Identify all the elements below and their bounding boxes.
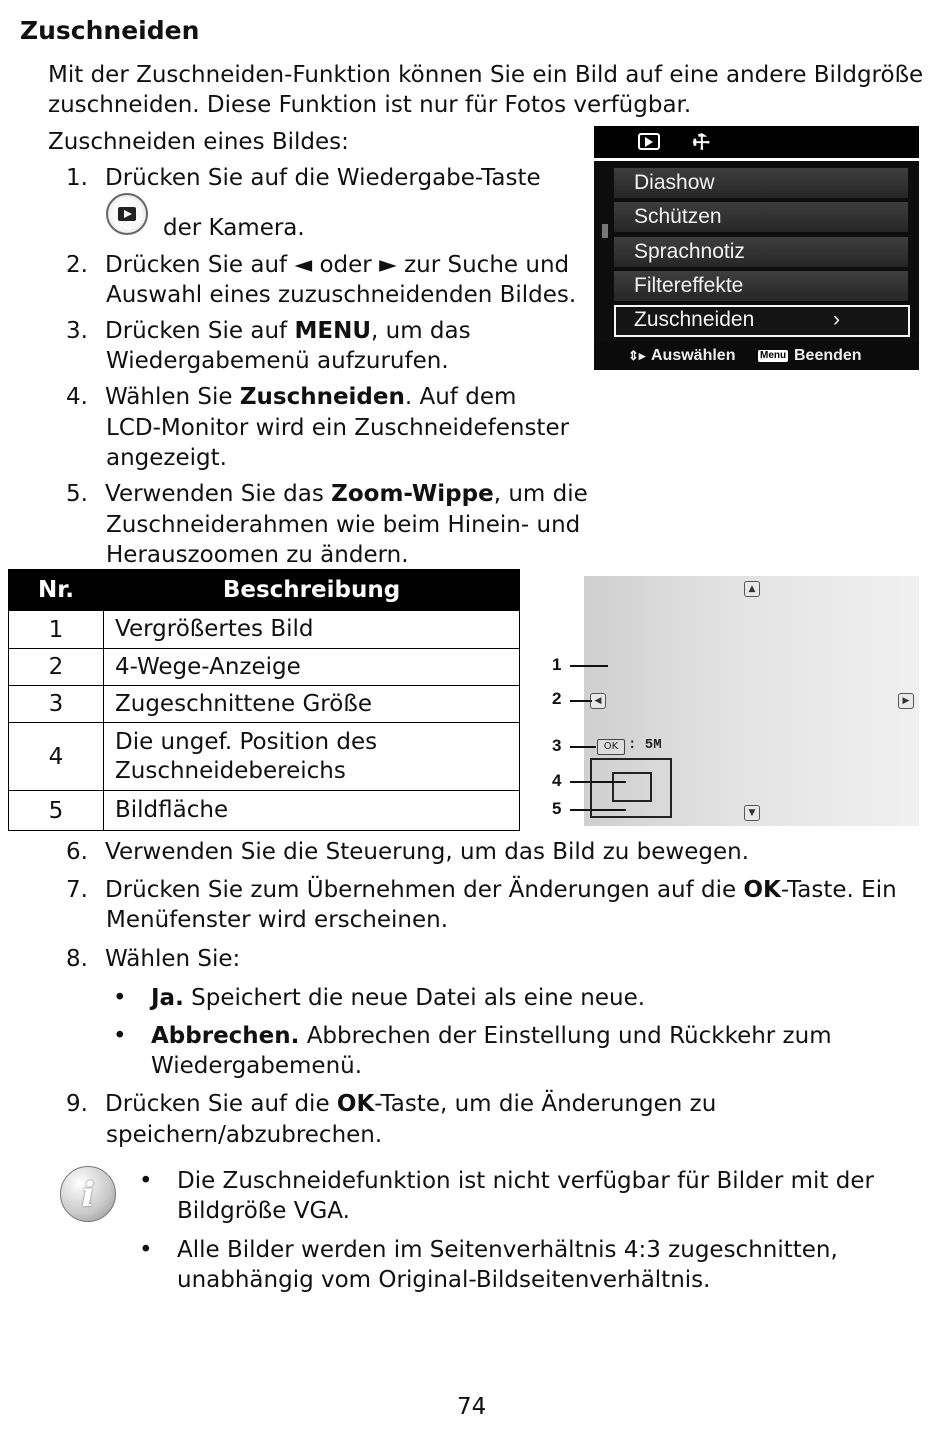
step-text-cont: angezeigt. xyxy=(106,445,227,471)
menu-item-schuetzen: Schützen xyxy=(614,202,908,232)
step-number: 7. xyxy=(66,877,88,903)
table-header-row xyxy=(9,570,520,611)
callout-number: 1 xyxy=(552,655,562,674)
camera-playback-menu xyxy=(594,126,919,370)
table-cell-nr: 3 xyxy=(9,686,104,723)
callout-number: 4 xyxy=(552,771,562,790)
option-text: Ja. Speichert die neue Datei als eine neue. xyxy=(151,985,646,1011)
table-row xyxy=(9,723,520,791)
menu-item-filtereffekte: Filtereffekte xyxy=(614,271,908,301)
step-text-cont: Auswahl eines zuzuschneidenden Bildes. xyxy=(106,282,577,308)
step-text-cont: speichern/abzubrechen. xyxy=(106,1122,383,1148)
note-bullet: • xyxy=(139,1237,153,1263)
step-text: Drücken Sie auf MENU, um das xyxy=(105,318,471,344)
wrench-tab-icon: ⚒ xyxy=(686,127,716,157)
note-bullet: • xyxy=(139,1168,153,1194)
step-number: 6. xyxy=(66,839,88,865)
callout-line xyxy=(570,781,626,783)
option-text: Abbrechen. Abbrechen der Einstellung und Rückkehr zum xyxy=(151,1023,832,1049)
step-text: Drücken Sie auf die OK-Taste, um die Änderungen zu xyxy=(105,1091,717,1117)
table-cell-desc: Vergrößertes Bild xyxy=(104,611,520,649)
menu-item-diashow: Diashow xyxy=(614,168,908,198)
crop-frame xyxy=(612,772,652,802)
table-header: Nr. xyxy=(9,570,104,611)
intro-line-2: zuschneiden. Diese Funktion ist nur für Fotos verfügbar. xyxy=(48,92,692,118)
option-text-cont: Wiedergabemenü. xyxy=(151,1053,363,1079)
menu-key-icon: Menu xyxy=(760,350,787,361)
step-number: 1. xyxy=(66,165,88,191)
size-indicator: : 5M xyxy=(628,737,662,753)
page-title: Zuschneiden xyxy=(20,16,200,45)
callout-line xyxy=(570,700,592,702)
left-arrow-icon: ◄ xyxy=(294,252,313,278)
step-text: Drücken Sie zum Übernehmen der Änderungen auf die OK-Taste. Ein xyxy=(105,877,897,903)
option-bullet: • xyxy=(113,1023,127,1049)
table-cell-nr: 2 xyxy=(9,649,104,686)
callout-number: 2 xyxy=(552,689,562,708)
menu-item-zuschneiden: Zuschneiden › xyxy=(614,305,910,337)
down-arrow-icon: ▼ xyxy=(744,805,760,821)
right-arrow-icon: ▶ xyxy=(898,693,914,709)
callout-line xyxy=(570,746,596,748)
step-text-cont: Herauszoomen zu ändern. xyxy=(106,542,409,568)
step-text: Drücken Sie auf die Wiedergabe-Taste xyxy=(105,165,541,191)
intro-line-1: Mit der Zuschneiden-Funktion können Sie ein Bild auf eine andere Bildgröße xyxy=(48,62,924,88)
step-text-cont: Menüfenster wird erscheinen. xyxy=(106,907,449,933)
crop-screen-image xyxy=(584,576,919,826)
chevron-right-icon: › xyxy=(833,308,840,331)
callout-number: 3 xyxy=(552,736,562,755)
step-text: Verwenden Sie das Zoom-Wippe, um die xyxy=(105,481,588,507)
ok-button-icon: OK xyxy=(597,739,625,755)
step-text-cont: der Kamera. xyxy=(163,215,305,241)
playback-button-icon xyxy=(106,193,148,235)
step-text: Wählen Sie Zuschneiden. Auf dem xyxy=(105,384,517,410)
table-cell-desc: Zugeschnittene Größe xyxy=(104,686,520,723)
table-cell-nr: 1 xyxy=(9,611,104,649)
table-row xyxy=(9,791,520,831)
description-table xyxy=(8,569,520,831)
table-row xyxy=(9,649,520,686)
table-cell-desc: Die ungef. Position des Zuschneidebereichs xyxy=(104,723,520,791)
play-tab-icon xyxy=(638,133,660,150)
menu-tab-bar xyxy=(594,126,919,161)
right-arrow-icon: ► xyxy=(379,252,397,278)
step-number: 5. xyxy=(66,481,88,507)
note-text: unabhängig vom Original-Bildseitenverhältnis. xyxy=(177,1267,711,1293)
table-cell-desc: 4-Wege-Anzeige xyxy=(104,649,520,686)
table-cell-desc: Bildfläche xyxy=(104,791,520,831)
step-number: 2. xyxy=(66,252,88,278)
table-cell-nr: 4 xyxy=(9,723,104,791)
note-text: Alle Bilder werden im Seitenverhältnis 4:3 zugeschnitten, xyxy=(177,1237,838,1263)
page-number: 74 xyxy=(457,1394,487,1420)
updown-arrows-icon: ⇕▸ xyxy=(628,348,646,363)
step-number: 4. xyxy=(66,384,88,410)
note-text: Bildgröße VGA. xyxy=(177,1198,350,1224)
step-text-cont: Wiedergabemenü aufzurufen. xyxy=(106,348,449,374)
table-header: Beschreibung xyxy=(104,570,520,611)
note-text: Die Zuschneidefunktion ist nicht verfügbar für Bilder mit der xyxy=(177,1168,874,1194)
menu-scrollbar xyxy=(602,224,608,238)
subheading: Zuschneiden eines Bildes: xyxy=(48,129,349,155)
callout-line xyxy=(570,665,608,667)
step-text-cont: LCD-Monitor wird ein Zuschneidefenster xyxy=(106,415,570,441)
step-text: Verwenden Sie die Steuerung, um das Bild zu bewegen. xyxy=(105,839,750,865)
up-arrow-icon: ▲ xyxy=(744,581,760,597)
step-number: 8. xyxy=(66,946,88,972)
option-bullet: • xyxy=(113,985,127,1011)
info-icon: i xyxy=(60,1166,116,1222)
callout-number: 5 xyxy=(552,799,562,818)
step-text: Wählen Sie: xyxy=(105,946,241,972)
table-row xyxy=(9,611,520,649)
menu-item-sprachnotiz: Sprachnotiz xyxy=(614,237,908,267)
callout-line xyxy=(570,809,626,811)
step-text-cont: Zuschneiderahmen wie beim Hinein- und xyxy=(106,512,581,538)
left-arrow-icon: ◀ xyxy=(590,693,606,709)
step-text: Drücken Sie auf ◄ oder ► zur Suche und xyxy=(105,252,570,278)
menu-footer: ⇕▸ Auswählen Menu Beenden xyxy=(594,342,919,370)
table-row xyxy=(9,686,520,723)
table-cell-nr: 5 xyxy=(9,791,104,831)
step-number: 3. xyxy=(66,318,88,344)
step-number: 9. xyxy=(66,1091,88,1117)
